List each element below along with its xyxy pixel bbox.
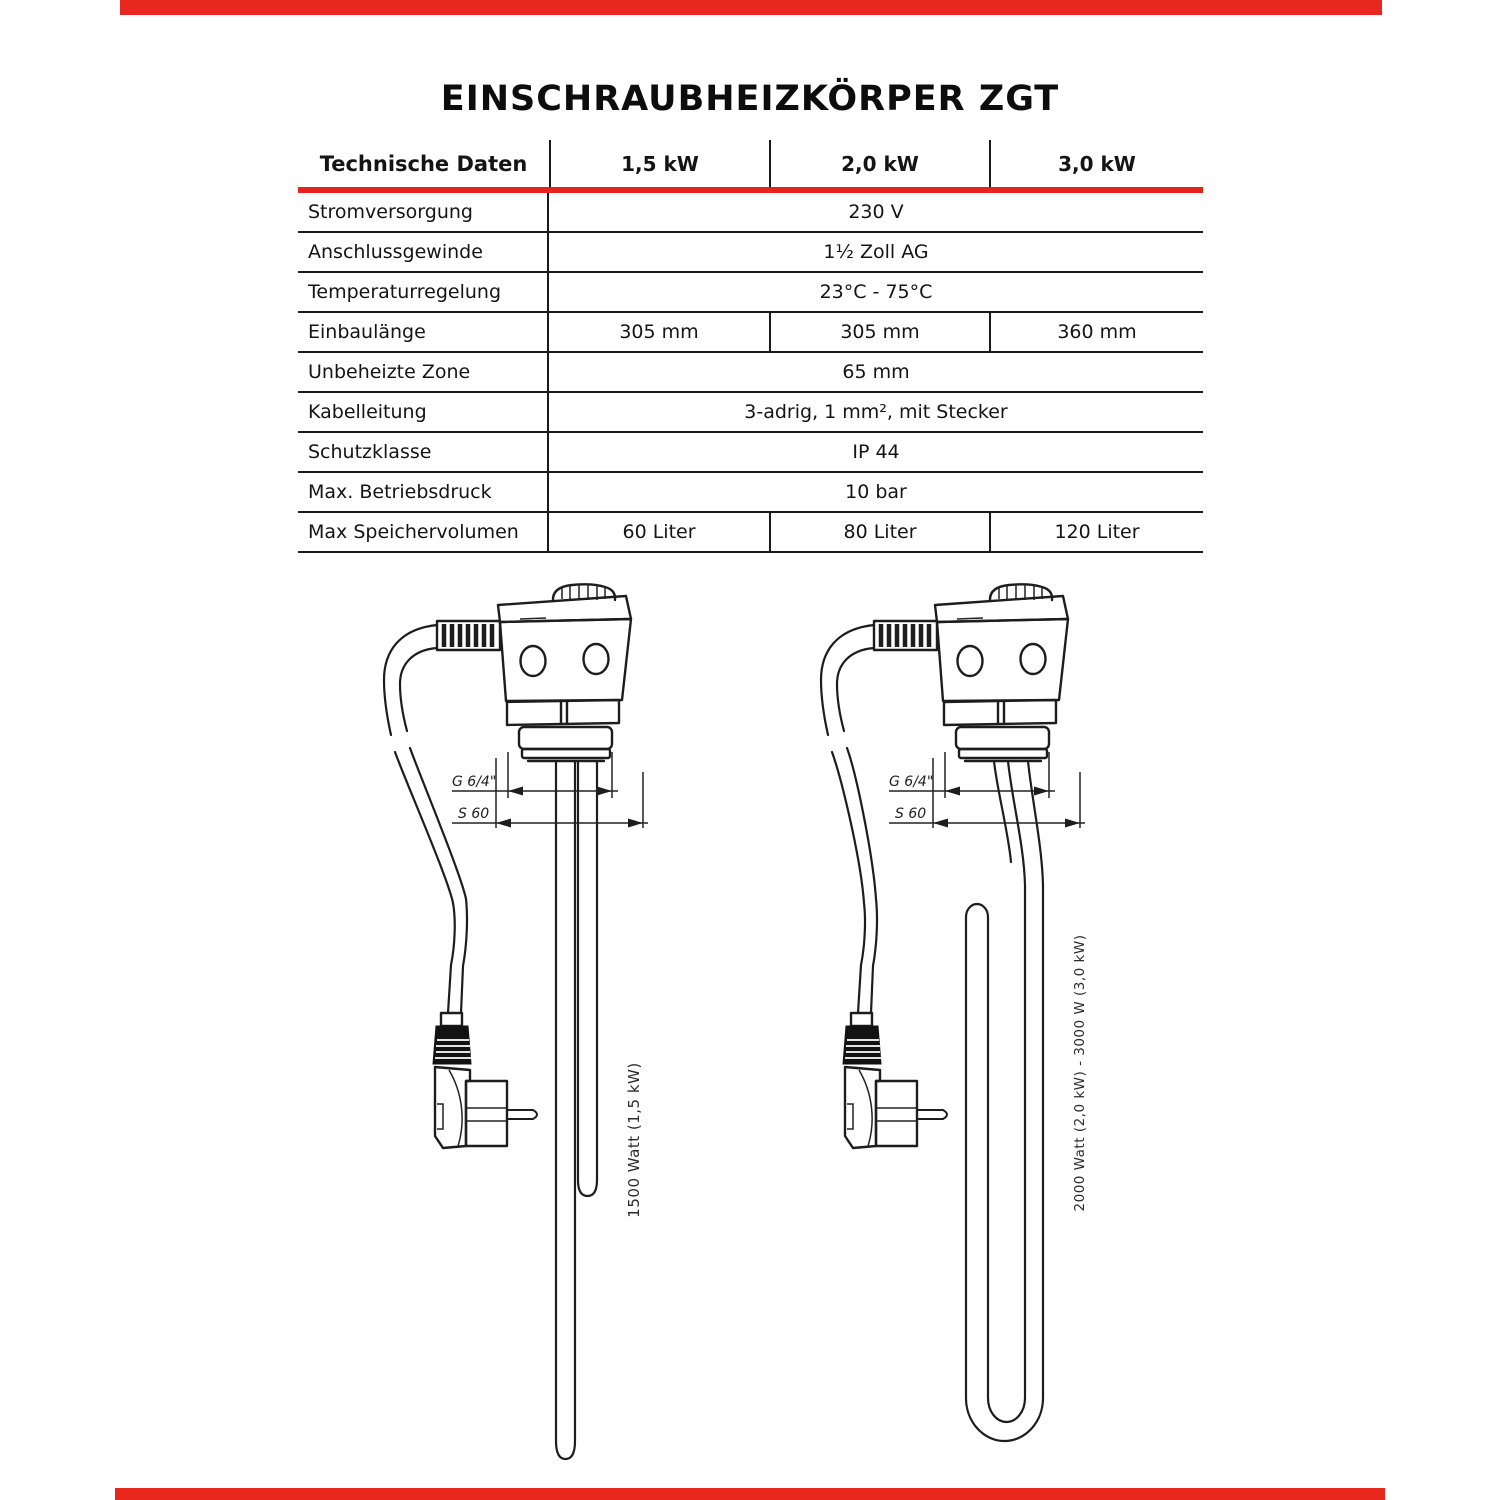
head-hole-left xyxy=(521,646,546,676)
heating-loop xyxy=(966,761,1043,1441)
drawing-element-2_0-3_0kw xyxy=(821,584,1088,1441)
thread-collar xyxy=(519,727,612,761)
wrench-size-label: S 60 xyxy=(458,806,490,822)
wrench-size-label: S 60 xyxy=(895,806,927,822)
dimension-lines xyxy=(889,752,1085,828)
row-label: Kabelleitung xyxy=(298,393,549,431)
thread-size-label: G 6/4" xyxy=(889,774,934,790)
row-label: Einbaulänge xyxy=(298,313,549,351)
row-value: 10 bar xyxy=(845,481,907,503)
bottom-red-bar xyxy=(115,1488,1385,1500)
power-cable xyxy=(384,625,437,735)
table-row xyxy=(298,393,1203,433)
row-value-3: 360 mm xyxy=(989,313,1203,351)
table-row xyxy=(298,233,1203,273)
drawing-element-1_5kw xyxy=(384,584,648,1459)
plug-pin xyxy=(917,1110,947,1119)
row-label: Temperaturregelung xyxy=(298,273,549,311)
row-label: Stromversorgung xyxy=(298,193,549,231)
table-row xyxy=(298,513,1203,553)
row-value: 1½ Zoll AG xyxy=(823,241,929,263)
plug-pin xyxy=(507,1110,537,1119)
power-cable xyxy=(821,625,874,735)
table-row xyxy=(298,473,1203,513)
row-value: 23°C - 75°C xyxy=(819,281,933,303)
row-value-1: 305 mm xyxy=(619,321,699,343)
row-label: Max Speichervolumen xyxy=(298,513,549,551)
table-row xyxy=(298,193,1203,233)
power-rating-label: 1500 Watt (1,5 kW) xyxy=(625,1062,643,1218)
row-label: Schutzklasse xyxy=(298,433,549,471)
schuko-plug xyxy=(433,1013,537,1148)
head-hole-left xyxy=(958,646,983,676)
table-row xyxy=(298,353,1203,393)
hex-nut xyxy=(944,700,1056,725)
header-label: Technische Daten xyxy=(319,151,528,176)
row-value-2: 80 Liter xyxy=(769,513,989,551)
header-col-1: 1,5 kW xyxy=(549,140,769,187)
head-cap xyxy=(935,596,1068,622)
table-row xyxy=(298,313,1203,353)
schuko-plug xyxy=(843,1013,947,1148)
top-red-bar xyxy=(120,0,1382,15)
row-value: 65 mm xyxy=(842,361,910,383)
cable-gland xyxy=(874,621,937,650)
header-col-2: 2,0 kW xyxy=(769,140,989,187)
row-label: Unbeheizte Zone xyxy=(298,353,549,391)
dimension-lines xyxy=(452,752,648,828)
row-value-3: 120 Liter xyxy=(989,513,1203,551)
row-label: Anschlussgewinde xyxy=(298,233,549,271)
header-col-3: 3,0 kW xyxy=(989,140,1203,187)
row-value: IP 44 xyxy=(852,441,900,463)
thread-size-label: G 6/4" xyxy=(452,774,497,790)
table-row xyxy=(298,433,1203,473)
table-row xyxy=(298,273,1203,313)
technical-data-table xyxy=(298,140,1203,553)
hex-nut xyxy=(507,700,619,725)
power-rating-label: 2000 Watt (2,0 kW) - 3000 W (3,0 kW) xyxy=(1072,934,1088,1212)
head-hole-right xyxy=(584,644,609,674)
cable-gland xyxy=(437,621,500,650)
table-header-row xyxy=(298,140,1203,187)
row-value-2: 305 mm xyxy=(769,313,989,351)
page-title: EINSCHRAUBHEIZKÖRPER ZGT xyxy=(440,79,1060,120)
row-label: Max. Betriebsdruck xyxy=(298,473,549,511)
row-value-1: 60 Liter xyxy=(622,521,696,543)
heating-rod xyxy=(556,762,597,1459)
row-value: 230 V xyxy=(848,201,904,223)
head-hole-right xyxy=(1021,644,1046,674)
head-cap xyxy=(498,596,631,622)
thread-collar xyxy=(956,727,1049,761)
heating-element-drawings xyxy=(370,578,1115,1480)
row-value: 3-adrig, 1 mm², mit Stecker xyxy=(744,401,1008,423)
